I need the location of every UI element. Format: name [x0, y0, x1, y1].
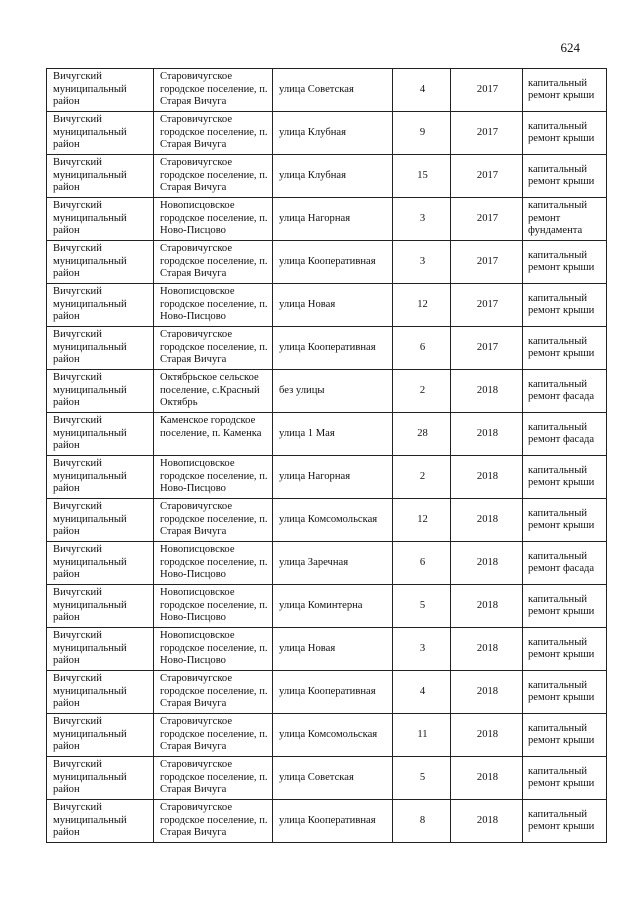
- cell-district: Вичугский муниципальный район: [47, 456, 154, 499]
- table-row: [47, 413, 607, 456]
- cell-year: 2018: [451, 800, 523, 843]
- cell-work-type: капитальный ремонт крыши: [523, 499, 607, 542]
- cell-house-number: 2: [393, 370, 451, 413]
- cell-year: 2018: [451, 585, 523, 628]
- cell-house-number: 5: [393, 585, 451, 628]
- table-row: [47, 499, 607, 542]
- cell-street: улица Советская: [273, 757, 393, 800]
- cell-year: 2018: [451, 413, 523, 456]
- table-row: [47, 241, 607, 284]
- cell-district: Вичугский муниципальный район: [47, 499, 154, 542]
- table-row: [47, 69, 607, 112]
- cell-work-type: капитальный ремонт крыши: [523, 628, 607, 671]
- cell-house-number: 5: [393, 757, 451, 800]
- cell-street: улица Кооперативная: [273, 241, 393, 284]
- cell-work-type: капитальный ремонт крыши: [523, 585, 607, 628]
- cell-work-type: капитальный ремонт фасада: [523, 413, 607, 456]
- cell-district: Вичугский муниципальный район: [47, 757, 154, 800]
- cell-district: Вичугский муниципальный район: [47, 542, 154, 585]
- cell-street: улица Кооперативная: [273, 671, 393, 714]
- cell-street: улица Клубная: [273, 112, 393, 155]
- cell-settlement: Старовичугское городское поселение, п. Старая Вичуга: [154, 241, 273, 284]
- cell-street: улица 1 Мая: [273, 413, 393, 456]
- cell-settlement: Новописцовское городское поселение, п. Ново-Писцово: [154, 284, 273, 327]
- cell-work-type: капитальный ремонт крыши: [523, 327, 607, 370]
- table-row: [47, 757, 607, 800]
- cell-street: улица Комсомольская: [273, 499, 393, 542]
- cell-work-type: капитальный ремонт крыши: [523, 155, 607, 198]
- cell-year: 2018: [451, 456, 523, 499]
- cell-settlement: Старовичугское городское поселение, п. Старая Вичуга: [154, 757, 273, 800]
- cell-district: Вичугский муниципальный район: [47, 370, 154, 413]
- cell-street: улица Заречная: [273, 542, 393, 585]
- cell-house-number: 3: [393, 241, 451, 284]
- cell-settlement: Каменское городское поселение, п. Каменка: [154, 413, 273, 456]
- table-row: [47, 327, 607, 370]
- cell-year: 2018: [451, 757, 523, 800]
- cell-district: Вичугский муниципальный район: [47, 628, 154, 671]
- table-row: [47, 456, 607, 499]
- cell-street: улица Новая: [273, 284, 393, 327]
- cell-district: Вичугский муниципальный район: [47, 284, 154, 327]
- table-row: [47, 155, 607, 198]
- cell-settlement: Старовичугское городское поселение, п. Старая Вичуга: [154, 155, 273, 198]
- cell-house-number: 4: [393, 69, 451, 112]
- cell-house-number: 8: [393, 800, 451, 843]
- cell-street: улица Советская: [273, 69, 393, 112]
- cell-year: 2017: [451, 155, 523, 198]
- table-row: [47, 284, 607, 327]
- table-row: [47, 628, 607, 671]
- cell-district: Вичугский муниципальный район: [47, 585, 154, 628]
- cell-settlement: Новописцовское городское поселение, п. Ново-Писцово: [154, 198, 273, 241]
- cell-settlement: Старовичугское городское поселение, п. Старая Вичуга: [154, 112, 273, 155]
- page-number: 624: [560, 40, 580, 55]
- table-row: [47, 714, 607, 757]
- cell-house-number: 6: [393, 542, 451, 585]
- cell-house-number: 6: [393, 327, 451, 370]
- cell-house-number: 12: [393, 499, 451, 542]
- cell-house-number: 4: [393, 671, 451, 714]
- cell-district: Вичугский муниципальный район: [47, 69, 154, 112]
- cell-house-number: 2: [393, 456, 451, 499]
- cell-district: Вичугский муниципальный район: [47, 413, 154, 456]
- cell-house-number: 3: [393, 628, 451, 671]
- cell-street: улица Новая: [273, 628, 393, 671]
- cell-work-type: капитальный ремонт крыши: [523, 284, 607, 327]
- cell-work-type: капитальный ремонт крыши: [523, 800, 607, 843]
- cell-district: Вичугский муниципальный район: [47, 327, 154, 370]
- cell-street: улица Нагорная: [273, 456, 393, 499]
- cell-house-number: 9: [393, 112, 451, 155]
- table-row: [47, 585, 607, 628]
- cell-street: улица Комсомольская: [273, 714, 393, 757]
- cell-house-number: 28: [393, 413, 451, 456]
- cell-work-type: капитальный ремонт крыши: [523, 112, 607, 155]
- cell-house-number: 11: [393, 714, 451, 757]
- cell-work-type: капитальный ремонт фундамента: [523, 198, 607, 241]
- cell-district: Вичугский муниципальный район: [47, 714, 154, 757]
- cell-settlement: Старовичугское городское поселение, п. Старая Вичуга: [154, 800, 273, 843]
- cell-work-type: капитальный ремонт крыши: [523, 714, 607, 757]
- cell-work-type: капитальный ремонт крыши: [523, 69, 607, 112]
- cell-settlement: Старовичугское городское поселение, п. Старая Вичуга: [154, 671, 273, 714]
- cell-year: 2017: [451, 198, 523, 241]
- cell-street: улица Коминтерна: [273, 585, 393, 628]
- cell-settlement: Новописцовское городское поселение, п. Ново-Писцово: [154, 542, 273, 585]
- cell-year: 2018: [451, 499, 523, 542]
- cell-house-number: 15: [393, 155, 451, 198]
- cell-district: Вичугский муниципальный район: [47, 800, 154, 843]
- cell-year: 2018: [451, 370, 523, 413]
- cell-year: 2017: [451, 241, 523, 284]
- table-row: [47, 198, 607, 241]
- cell-house-number: 12: [393, 284, 451, 327]
- cell-year: 2018: [451, 628, 523, 671]
- cell-settlement: Новописцовское городское поселение, п. Ново-Писцово: [154, 585, 273, 628]
- cell-year: 2018: [451, 671, 523, 714]
- cell-year: 2018: [451, 542, 523, 585]
- repair-schedule-table: [46, 68, 607, 843]
- cell-work-type: капитальный ремонт крыши: [523, 456, 607, 499]
- cell-year: 2017: [451, 284, 523, 327]
- cell-work-type: капитальный ремонт крыши: [523, 671, 607, 714]
- table-body: [47, 69, 607, 843]
- cell-street: улица Нагорная: [273, 198, 393, 241]
- cell-settlement: Старовичугское городское поселение, п. Старая Вичуга: [154, 327, 273, 370]
- cell-year: 2017: [451, 69, 523, 112]
- table-row: [47, 370, 607, 413]
- cell-year: 2017: [451, 327, 523, 370]
- cell-year: 2017: [451, 112, 523, 155]
- table-row: [47, 112, 607, 155]
- cell-district: Вичугский муниципальный район: [47, 671, 154, 714]
- cell-settlement: Новописцовское городское поселение, п. Ново-Писцово: [154, 456, 273, 499]
- cell-work-type: капитальный ремонт крыши: [523, 241, 607, 284]
- cell-settlement: Октябрьское сельское поселение, с.Красный Октябрь: [154, 370, 273, 413]
- cell-street: улица Клубная: [273, 155, 393, 198]
- cell-street: улица Кооперативная: [273, 327, 393, 370]
- cell-work-type: капитальный ремонт фасада: [523, 542, 607, 585]
- cell-street: улица Кооперативная: [273, 800, 393, 843]
- table-row: [47, 800, 607, 843]
- table-row: [47, 671, 607, 714]
- cell-work-type: капитальный ремонт фасада: [523, 370, 607, 413]
- cell-district: Вичугский муниципальный район: [47, 241, 154, 284]
- table-row: [47, 542, 607, 585]
- cell-district: Вичугский муниципальный район: [47, 112, 154, 155]
- cell-settlement: Старовичугское городское поселение, п. Старая Вичуга: [154, 69, 273, 112]
- cell-street: без улицы: [273, 370, 393, 413]
- cell-settlement: Старовичугское городское поселение, п. Старая Вичуга: [154, 499, 273, 542]
- cell-house-number: 3: [393, 198, 451, 241]
- cell-year: 2018: [451, 714, 523, 757]
- cell-district: Вичугский муниципальный район: [47, 198, 154, 241]
- cell-work-type: капитальный ремонт крыши: [523, 757, 607, 800]
- cell-settlement: Новописцовское городское поселение, п. Ново-Писцово: [154, 628, 273, 671]
- cell-settlement: Старовичугское городское поселение, п. Старая Вичуга: [154, 714, 273, 757]
- cell-district: Вичугский муниципальный район: [47, 155, 154, 198]
